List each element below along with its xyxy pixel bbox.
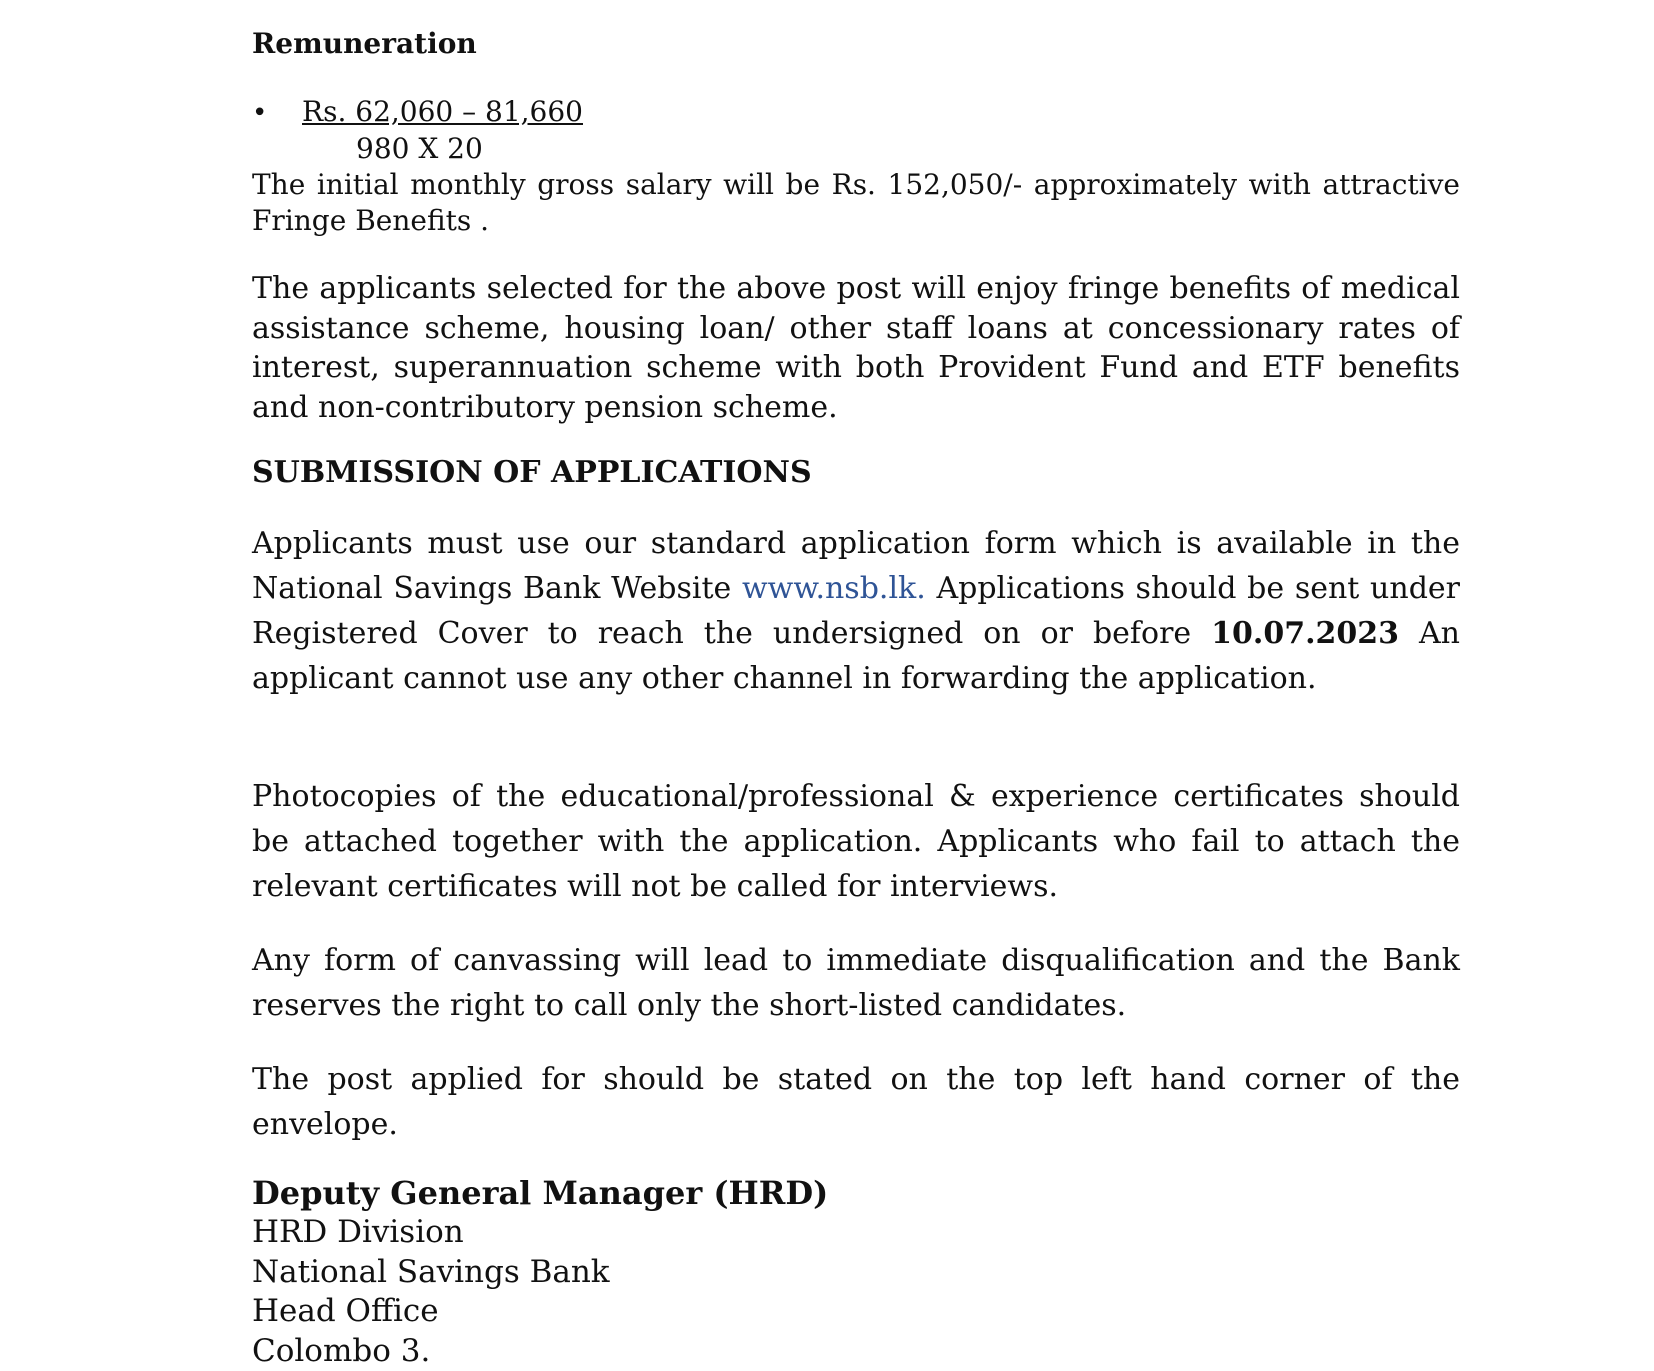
salary-range: Rs. 62,060 – 81,660 bbox=[302, 94, 583, 130]
gross-salary-text: The initial monthly gross salary will be Rs. 152,050/- approximately with attractive Fringe Benefits . bbox=[252, 167, 1460, 239]
submission-text-start: Applicants must use our standard application form which is available in the National Savings Bank Website bbox=[252, 526, 1460, 606]
address-title: Deputy General Manager (HRD) bbox=[252, 1173, 1460, 1213]
salary-bullet-item bbox=[252, 94, 1460, 131]
canvassing-paragraph: Any form of canvassing will lead to immediate disqualification and the Bank reserves the right to call only the short-listed candidates. bbox=[252, 938, 1460, 1028]
address-line-2: National Savings Bank bbox=[252, 1253, 1460, 1293]
envelope-paragraph: The post applied for should be stated on the top left hand corner of the envelope. bbox=[252, 1057, 1460, 1147]
document-page bbox=[252, 24, 1460, 1371]
remuneration-heading: Remuneration bbox=[252, 24, 1460, 64]
address-line-4: Colombo 3. bbox=[252, 1332, 1460, 1371]
submission-paragraph-1 bbox=[252, 521, 1460, 701]
closing-date: 10.07.2023 bbox=[1211, 616, 1399, 651]
address-line-3: Head Office bbox=[252, 1292, 1460, 1332]
certificates-paragraph: Photocopies of the educational/professional & experience certificates should be attached together with the application. Applicants who fail to attach the relevant certificates will not be called for interviews. bbox=[252, 774, 1460, 909]
submission-text-middle: Applications should be sent under Registered Cover to reach the undersigned on or before bbox=[252, 571, 1460, 651]
benefits-paragraph: The applicants selected for the above post will enjoy fringe benefits of medical assistance scheme, housing loan/ other staff loans at concessionary rates of interest, superannuation scheme with both Provident Fund and ETF benefits and non-contributory pension scheme. bbox=[252, 269, 1460, 427]
nsb-website-link[interactable]: www.nsb.lk. bbox=[742, 571, 926, 606]
bullet-icon: • bbox=[252, 95, 302, 131]
submission-text-end: An applicant cannot use any other channel in forwarding the application. bbox=[252, 616, 1460, 696]
salary-increment: 980 X 20 bbox=[252, 131, 1460, 167]
submission-heading: SUBMISSION OF APPLICATIONS bbox=[252, 453, 1460, 493]
address-line-1: HRD Division bbox=[252, 1213, 1460, 1253]
address-block bbox=[252, 1173, 1460, 1371]
